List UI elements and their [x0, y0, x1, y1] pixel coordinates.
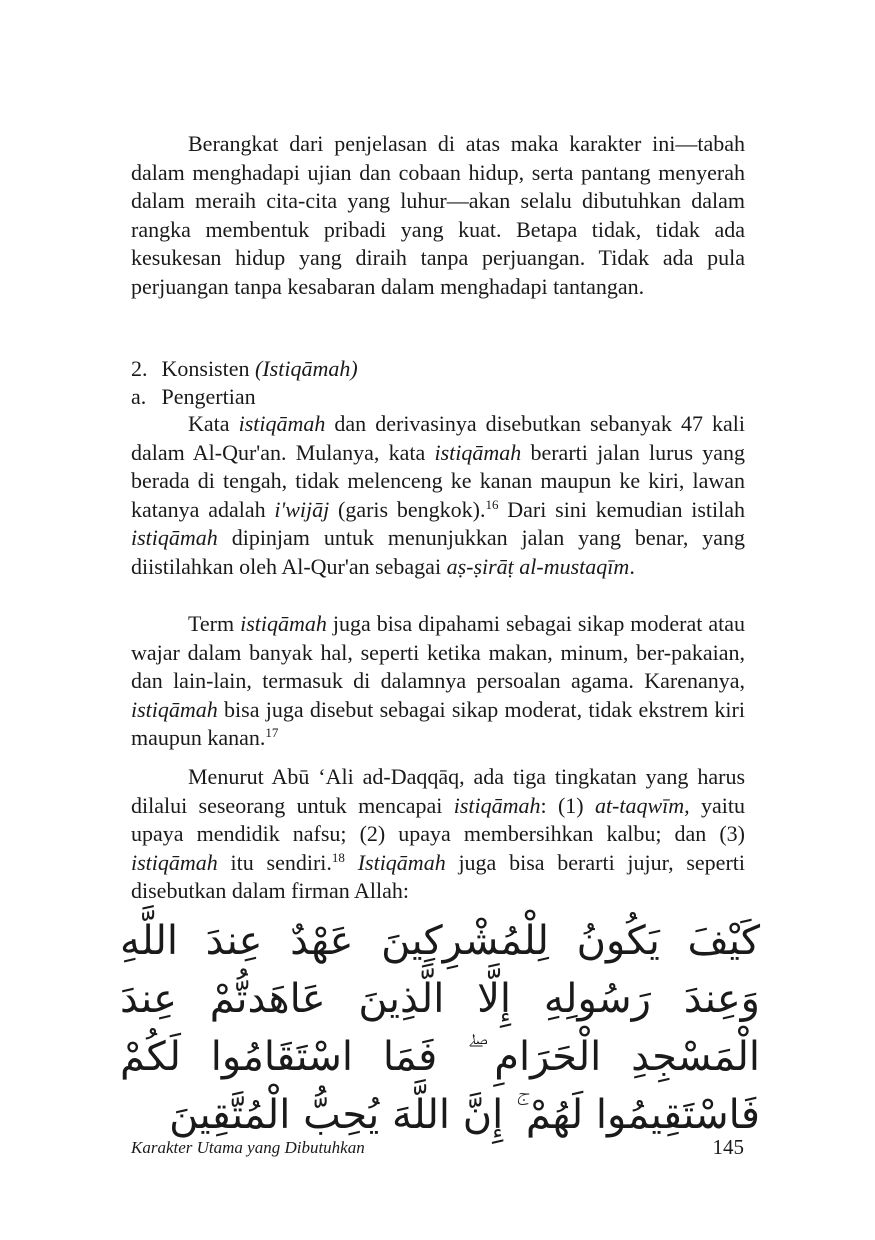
italic-term: istiqāmah: [131, 696, 218, 722]
section-number: 2.: [131, 356, 148, 381]
text-run: itu sendiri.: [217, 849, 332, 875]
section-heading: [131, 355, 358, 384]
text-run: berarti jalan lurus yang berada di tengah, tidak melenceng ke kanan maupun ke kiri, lawan katanya adalah: [131, 439, 745, 522]
intro-paragraph: Berangkat dari penjelasan di atas maka karakter ini—tabah dalam menghadapi ujian dan cobaan hidup, serta pantang menyerah dalam meraih cita-cita yang luhur—akan selalu dibutuhkan dalam rangka membentuk pribadi yang kuat. Betapa tidak, tidak ada kesukesan hidup yang diraih tanpa perjuangan. Tidak ada pula perjuangan tanpa kesabaran dalam menghadapi tantangan.: [131, 131, 745, 299]
italic-term: istiqāmah: [131, 849, 218, 875]
moderation-paragraph: [131, 610, 745, 753]
text-run: (garis bengkok).: [329, 496, 486, 522]
text-run: Term: [188, 611, 241, 636]
text-run: Kata: [188, 411, 239, 436]
definition-paragraph: [131, 410, 745, 582]
italic-term: Istiqāmah: [357, 849, 446, 875]
text-run: bisa juga disebut sebagai sikap moderat, tidak ekstrem kiri maupun kanan.: [131, 696, 745, 751]
section-title: Konsisten: [161, 356, 250, 381]
italic-term: istiqāmah: [238, 411, 326, 436]
text-run: : (1): [540, 792, 595, 818]
footnote-ref-18: 18: [331, 849, 345, 865]
running-footer-title: Karakter Utama yang Dibutuhkan: [131, 1138, 365, 1157]
text-run: [345, 850, 358, 875]
text-run: juga bisa dipahami sebagai sikap moderat atau wajar dalam banyak hal, seperti ketika makan, minum, ber-pakaian, dan lain-lain, termasuk di dalamnya persoalan agama. Karenanya,: [131, 611, 745, 694]
italic-term: istiqāmah: [434, 439, 522, 465]
text-run: Dari sini kemudian istilah: [498, 496, 746, 522]
text-run: .: [629, 553, 635, 579]
text-run: yaitu upaya mendidik nafsu; (2) upaya membersihkan kalbu; dan (3): [131, 792, 745, 847]
italic-term: aṣ-ṣirāṭ al-mustaqīm: [446, 553, 630, 579]
text-run: juga bisa berarti jujur, seperti disebutkan dalam firman Allah:: [131, 849, 745, 904]
section-title-italic: (Istiqāmah): [255, 356, 358, 381]
subsection-letter: a.: [131, 384, 147, 409]
levels-paragraph: [131, 763, 745, 906]
footnote-ref-16: 16: [485, 496, 499, 512]
italic-term: at-taqwīm,: [594, 792, 690, 818]
subsection-title: Pengertian: [161, 384, 256, 409]
quran-verse-arabic: كَيْفَ يَكُونُ لِلْمُشْرِكِينَ عَهْدٌ عِندَ اللَّهِ وَعِندَ رَسُولِهِ إِلَّا الَّذِينَ عَاهَدتُّمْ عِندَ الْمَسْجِدِ الْحَرَامِ ۖ فَمَا اسْتَقَامُوا لَكُمْ فَاسْتَقِيمُوا لَهُمْ ۚ إِنَّ اللَّهَ يُحِبُّ الْمُتَّقِينَ: [120, 918, 760, 1138]
italic-term: istiqāmah: [240, 611, 327, 636]
page-number: 145: [712, 1135, 744, 1159]
text-run: dipinjam untuk menunjukkan jalan yang benar, yang diistilahkan oleh Al-Qur'an sebagai: [131, 525, 745, 579]
text-run: Menurut Abū ‘Ali ad-Daqqāq, ada tiga tingkatan yang harus dilalui seseorang untuk mencapai: [131, 764, 745, 818]
text-run: dan derivasinya disebutkan sebanyak 47 kali dalam Al-Qur'an. Mulanya, kata: [131, 411, 745, 465]
footnote-ref-17: 17: [265, 725, 279, 741]
italic-term: istiqāmah: [453, 792, 541, 818]
italic-term: i'wijāj: [274, 496, 330, 522]
subsection-heading: [131, 383, 256, 412]
italic-term: istiqāmah: [131, 525, 218, 551]
